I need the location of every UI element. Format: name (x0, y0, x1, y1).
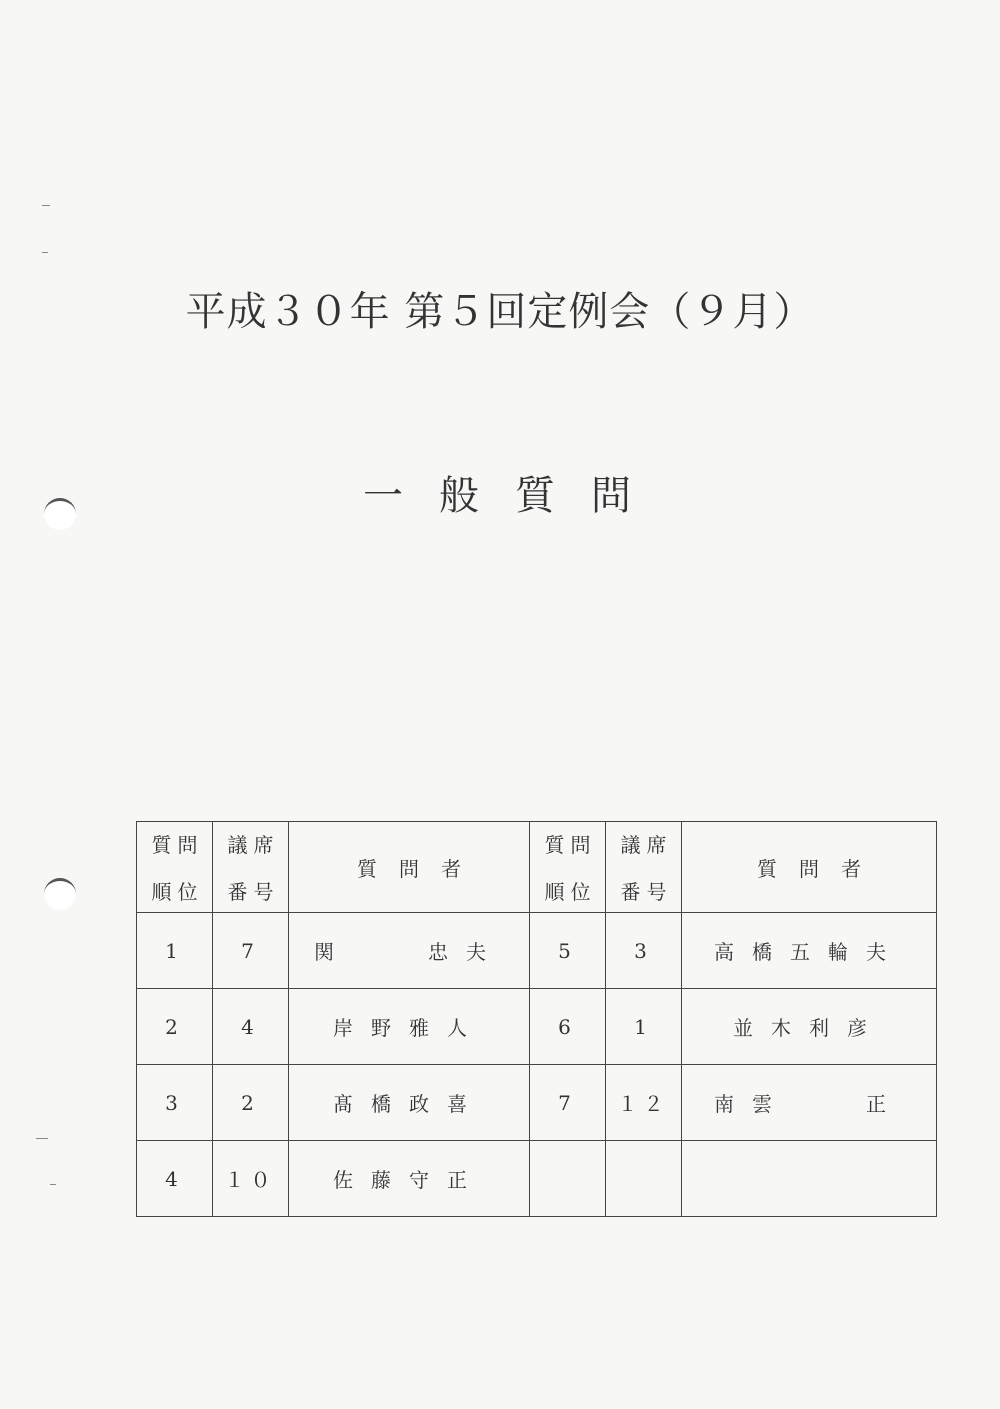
header-order: 質問 順位 (137, 822, 213, 913)
scan-speck (42, 205, 50, 206)
scan-speck (50, 1184, 56, 1185)
seat-cell: 2 (213, 1065, 289, 1141)
order-cell: 7 (530, 1065, 606, 1141)
table-header-row (137, 822, 937, 913)
questioner-name: 佐藤守正 (289, 1141, 530, 1217)
order-cell: 4 (137, 1141, 213, 1217)
scan-speck (42, 252, 48, 253)
seat-cell: 3 (606, 913, 682, 989)
header-questioner: 質問者 (682, 822, 937, 913)
table-row (137, 1141, 937, 1217)
header-order: 質問 順位 (530, 822, 606, 913)
document-subtitle: 一般質問 (363, 473, 667, 519)
seat-cell: １０ (213, 1141, 289, 1217)
questioner-name: 南雲 正 (682, 1065, 937, 1141)
seat-cell: 1 (606, 989, 682, 1065)
table-row (137, 913, 937, 989)
order-cell: 3 (137, 1065, 213, 1141)
header-seat: 議席 番号 (606, 822, 682, 913)
questioner-name: 岸野雅人 (289, 989, 530, 1065)
questioner-name: 髙橋政喜 (289, 1065, 530, 1141)
questioner-name: 関 忠夫 (289, 913, 530, 989)
order-cell: 1 (137, 913, 213, 989)
seat-cell (606, 1141, 682, 1217)
order-cell: 6 (530, 989, 606, 1065)
scan-speck (36, 1138, 48, 1139)
seat-cell: 7 (213, 913, 289, 989)
questioner-name: 並木利彦 (682, 989, 937, 1065)
questioner-table (136, 821, 937, 1217)
punch-hole (44, 878, 76, 910)
table-row (137, 1065, 937, 1141)
questioner-name (682, 1141, 937, 1217)
header-questioner: 質問者 (289, 822, 530, 913)
seat-cell: １２ (606, 1065, 682, 1141)
questioner-name: 高橋五輪夫 (682, 913, 937, 989)
header-seat: 議席 番号 (213, 822, 289, 913)
table-row (137, 989, 937, 1065)
document-title: 平成３０年 第５回定例会（９月） (185, 289, 815, 335)
seat-cell: 4 (213, 989, 289, 1065)
order-cell (530, 1141, 606, 1217)
order-cell: 2 (137, 989, 213, 1065)
order-cell: 5 (530, 913, 606, 989)
